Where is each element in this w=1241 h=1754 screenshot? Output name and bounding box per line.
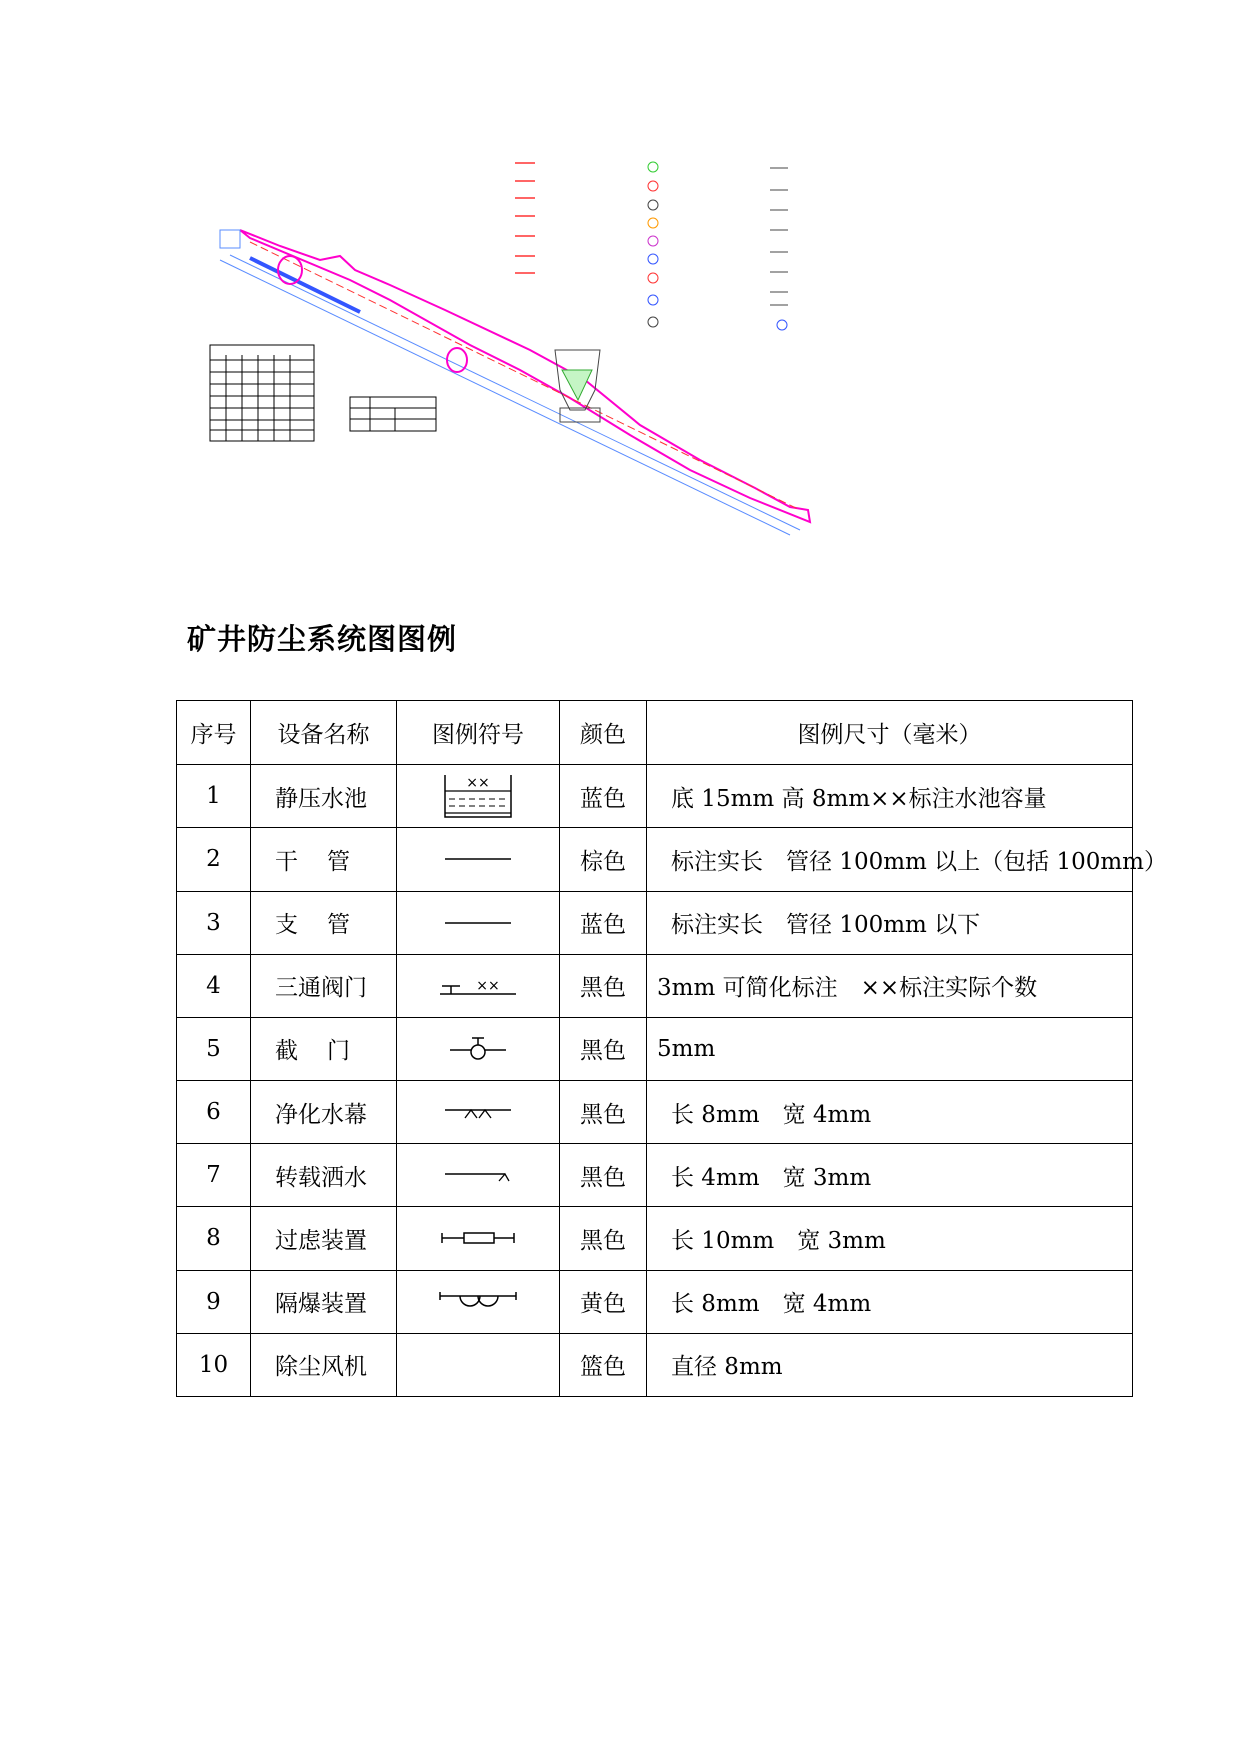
size-cell: 底 15mm 高 8mm××标注水池容量 — [647, 765, 1133, 828]
row-number: 6 — [177, 1081, 251, 1144]
branch-pipe-icon — [443, 918, 513, 928]
symbol-cell — [397, 954, 560, 1017]
header-size: 图例尺寸（毫米） — [647, 701, 1133, 765]
row-number: 8 — [177, 1207, 251, 1270]
floor-lines — [220, 255, 800, 535]
symbol-cell — [397, 1017, 560, 1080]
device-name: 三通阀门 — [251, 954, 397, 1017]
header-symbol: 图例符号 — [397, 701, 560, 765]
size-cell: 长 8mm 宽 4mm — [647, 1270, 1133, 1333]
header-name: 设备名称 — [251, 701, 397, 765]
table-row — [177, 1270, 1133, 1333]
symbol-cell — [397, 1270, 560, 1333]
legend-table — [176, 700, 1167, 1397]
valve-count-mark: ×× — [476, 977, 500, 994]
device-name: 支管 — [251, 891, 397, 954]
table-row — [177, 765, 1133, 828]
row-number: 9 — [177, 1270, 251, 1333]
table-row — [177, 1144, 1133, 1207]
color-cell: 黑色 — [560, 1017, 647, 1080]
row-number: 4 — [177, 954, 251, 1017]
device-name: 隔爆装置 — [251, 1270, 397, 1333]
table-row — [177, 891, 1133, 954]
symbol-cell — [397, 1081, 560, 1144]
row-number: 1 — [177, 765, 251, 828]
static-pool-icon — [443, 773, 513, 819]
color-cell: 黑色 — [560, 1144, 647, 1207]
device-name: 过虑装置 — [251, 1207, 397, 1270]
size-cell: 长 4mm 宽 3mm — [647, 1144, 1133, 1207]
transfer-sprinkler-icon — [443, 1165, 513, 1185]
stop-valve-icon — [448, 1034, 508, 1064]
chamber — [447, 348, 467, 372]
center-line — [250, 242, 800, 510]
table-row — [177, 1333, 1133, 1396]
device-name: 除尘风机 — [251, 1333, 397, 1396]
symbol-cell — [397, 1207, 560, 1270]
shaft-head — [220, 230, 240, 248]
row-number: 2 — [177, 828, 251, 891]
row-number: 3 — [177, 891, 251, 954]
size-cell: 长 10mm 宽 3mm — [647, 1207, 1133, 1270]
page-title: 矿井防尘系统图图例 — [187, 622, 458, 656]
device-name: 干管 — [251, 828, 397, 891]
size-cell: 3mm 可简化标注 ××标注实际个数 — [647, 954, 1133, 1017]
symbol-cell — [397, 891, 560, 954]
table-row — [177, 828, 1133, 891]
symbol-cell — [397, 828, 560, 891]
row-number: 5 — [177, 1017, 251, 1080]
symbol-cell — [397, 1144, 560, 1207]
small-table — [210, 345, 314, 441]
device-name: 截门 — [251, 1017, 397, 1080]
symbol-cell — [397, 1333, 560, 1396]
filter-device-icon — [440, 1228, 516, 1248]
table-row — [177, 1017, 1133, 1080]
size-cell: 标注实长 管径 100mm 以下 — [647, 891, 1133, 954]
table-header-row — [177, 701, 1133, 765]
color-cell: 棕色 — [560, 828, 647, 891]
device-name: 净化水幕 — [251, 1081, 397, 1144]
device-name: 转载洒水 — [251, 1144, 397, 1207]
pool-capacity-mark: ×× — [466, 775, 490, 792]
explosion-barrier-icon — [438, 1290, 518, 1314]
color-cell: 篮色 — [560, 1333, 647, 1396]
table-row — [177, 954, 1133, 1017]
three-way-valve-icon — [438, 974, 518, 998]
header-color: 颜色 — [560, 701, 647, 765]
size-cell: 5mm — [647, 1017, 1133, 1080]
main-pipe-icon — [443, 854, 513, 864]
header-no: 序号 — [177, 701, 251, 765]
row-number: 10 — [177, 1333, 251, 1396]
mine-system-drawing — [190, 160, 950, 540]
title-block — [350, 397, 436, 431]
symbol-cell — [397, 765, 560, 828]
color-cell: 蓝色 — [560, 891, 647, 954]
color-cell: 黑色 — [560, 954, 647, 1017]
table-row — [177, 1081, 1133, 1144]
water-curtain-icon — [443, 1102, 513, 1122]
device-name: 静压水池 — [251, 765, 397, 828]
color-cell: 黑色 — [560, 1207, 647, 1270]
color-cell: 蓝色 — [560, 765, 647, 828]
row-number: 7 — [177, 1144, 251, 1207]
color-cell: 黑色 — [560, 1081, 647, 1144]
color-cell: 黄色 — [560, 1270, 647, 1333]
size-cell: 长 8mm 宽 4mm — [647, 1081, 1133, 1144]
table-row — [177, 1207, 1133, 1270]
drawing-legend — [515, 162, 788, 330]
size-cell: 直径 8mm — [647, 1333, 1133, 1396]
size-cell: 标注实长 管径 100mm 以上（包括 100mm） — [647, 828, 1133, 891]
